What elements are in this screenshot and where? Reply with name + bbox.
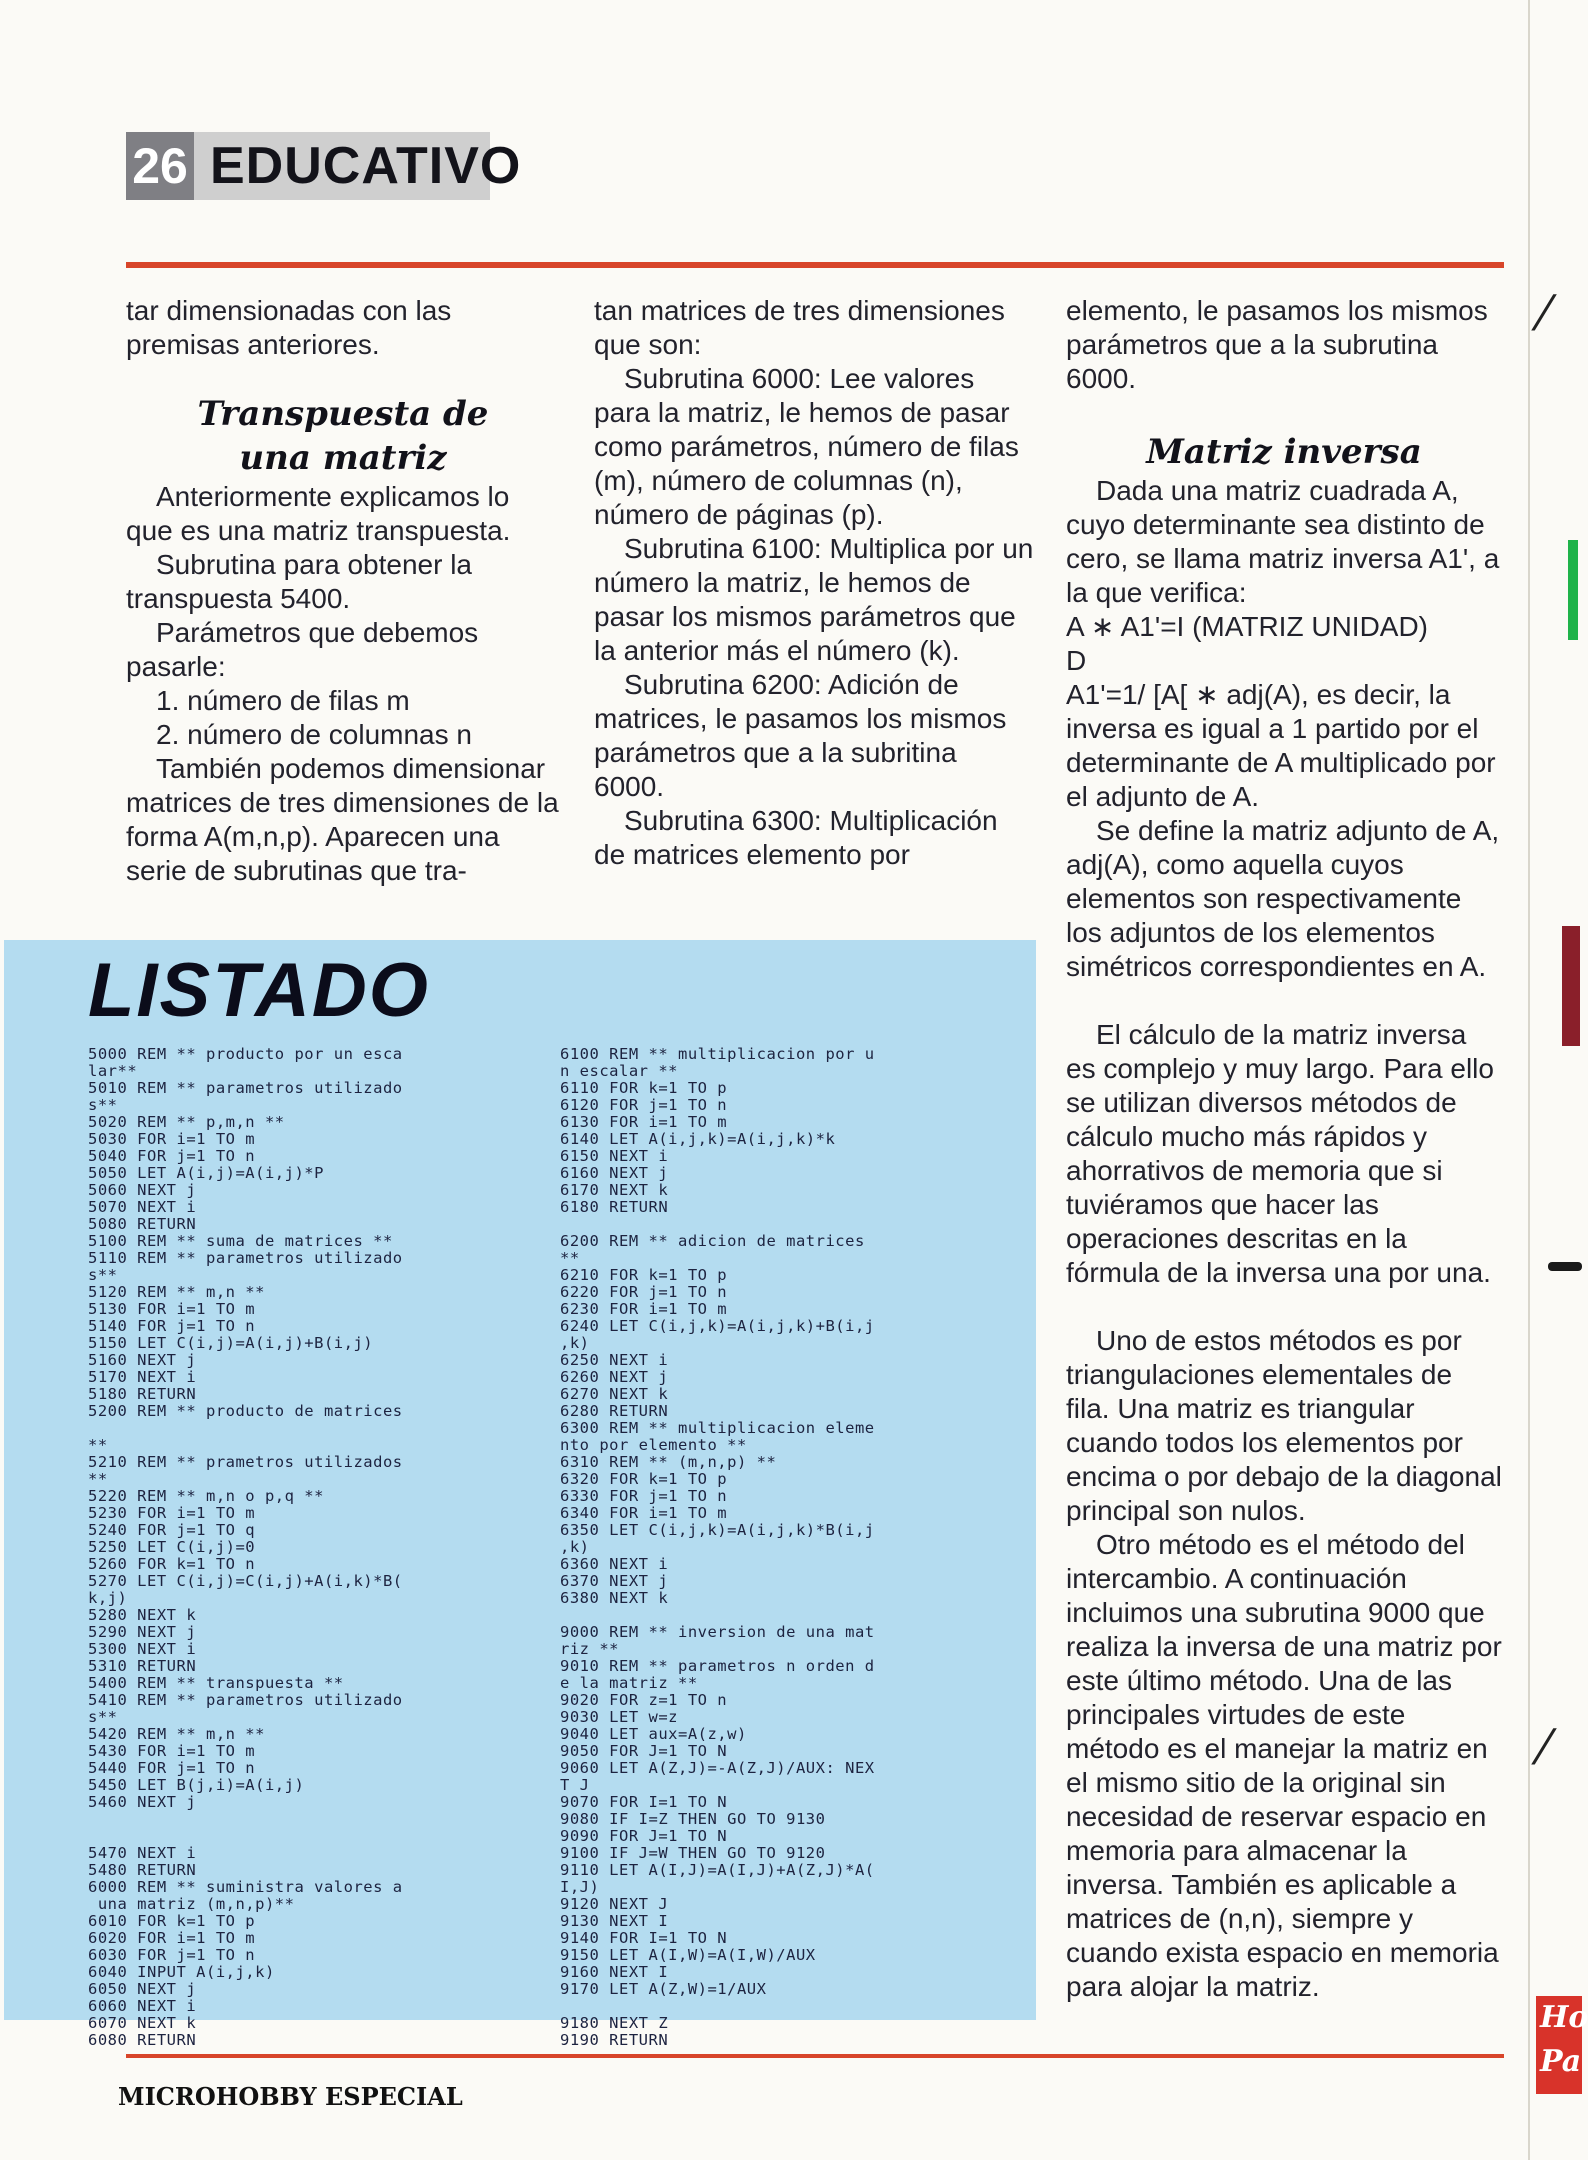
decorative-dash [1548, 1262, 1582, 1271]
decorative-glyph-icon: ⁄ [1540, 286, 1549, 342]
paragraph: Subrutina para obtener la transpuesta 5400. [126, 549, 472, 614]
formula-symbol: D [1066, 645, 1087, 676]
decorative-red-bar [1562, 926, 1580, 1046]
paragraph: A1'=1/ [A[ ∗ adj(A), es decir, la inversa es igual a 1 partido por el determinante de A multiplicado por el adjunto de A. [1066, 679, 1496, 812]
paragraph: Uno de estos métodos es por triangulaciones elementales de fila. Una matriz es triangular cuando todos los elementos por encima o por debajo de la diagonal principal son nulos. [1066, 1325, 1502, 1526]
top-divider [126, 262, 1504, 268]
text-column-2 [594, 294, 1034, 872]
footer-magazine-name: MICROHOBBY ESPECIAL [118, 2082, 463, 2111]
paragraph: El cálculo de la matriz inversa es complejo y muy largo. Para ello se utilizan diversos métodos de cálculo mucho más rápidos y ahorrativos de memoria que si tuviéramos que hacer las operaciones descritas en la fórmula de la inversa una por una. [1066, 1019, 1494, 1288]
listing-title: LISTADO [88, 948, 430, 1033]
list-item: 1. número de filas m [156, 685, 410, 716]
code-listing-left: 5000 REM ** producto por un esca lar** 5010 REM ** parametros utilizado s** 5020 REM ** p,m,n ** 5030 FOR i=1 TO m 5040 FOR j=1 TO n 5050 LET A(i,j)=A(i,j)*P 5060 NEXT j 5070 NEXT i 5080 RETURN 5100 REM ** suma de matrices ** 5110 REM ** parametros utilizado s** 5120 REM ** m,n ** 5130 FOR i=1 TO m 5140 FOR j=1 TO n 5150 LET C(i,j)=A(i,j)+B(i,j) 5160 NEXT j 5170 NEXT i 5180 RETURN 5200 REM ** producto de matrices ** 5210 REM ** prametros utilizados ** 5220 REM ** m,n o p,q ** 5230 FOR i=1 TO m 5240 FOR j=1 TO q 5250 LET C(i,j)=0 5260 FOR k=1 TO n 5270 LET C(i,j)=C(i,j)+A(i,k)*B( k,j) 5280 NEXT k 5290 NEXT j 5300 NEXT i 5310 RETURN 5400 REM ** transpuesta ** 5410 REM ** parametros utilizado s** 5420 REM ** m,n ** 5430 FOR i=1 TO m 5440 FOR j=1 TO n 5450 LET B(j,i)=A(i,j) 5460 NEXT j 5470 NEXT i 5480 RETURN 6000 REM ** suministra valores a una matriz (m,n,p)** 6010 FOR k=1 TO p 6020 FOR i=1 TO m 6030 FOR j=1 TO n 6040 INPUT A(i,j,k) 6050 NEXT j 6060 NEXT i 6070 NEXT k 6080 RETURN [88, 1045, 403, 2049]
paragraph: Subrutina 6100: Multiplica por un número la matriz, le hemos de pasar los mismos parámetros que la anterior más el número (k). [594, 533, 1034, 666]
paragraph: Anteriormente explicamos lo que es una matriz transpuesta. [126, 481, 511, 546]
decorative-glyph-icon: ⁄ [1540, 1720, 1549, 1776]
paragraph: Subrutina 6000: Lee valores para la matriz, le hemos de pasar como parámetros, número de filas (m), número de columnas (n), número de páginas (p). [594, 363, 1019, 530]
paragraph: tar dimensionadas con las premisas anteriores. [126, 295, 452, 360]
edge-badge: Ho Pa [1536, 1996, 1582, 2094]
paragraph: Parámetros que debemos pasarle: [126, 617, 479, 682]
decorative-green-bar [1568, 540, 1578, 640]
paragraph: Otro método es el método del intercambio. A continuación incluimos una subrutina 9000 que realiza la inversa de una matriz por este último método. Una de las principales virtudes de este método es el manejar la matriz en el mismo sitio de la original sin necesidad de reservar espacio en memoria para almacenar la inversa. También es aplicable a matrices de (n,n), siempre y cuando exista espacio en memoria para alojar la matriz. [1066, 1529, 1502, 2002]
text-column-1 [126, 294, 560, 888]
formula: A ∗ A1'=I (MATRIZ UNIDAD) [1066, 611, 1429, 642]
list-item: 2. número de columnas n [156, 719, 472, 750]
paragraph: También podemos dimensionar matrices de tres dimensiones de la forma A(m,n,p). Aparecen una serie de subrutinas que tra- [126, 753, 559, 886]
paragraph: Subrutina 6300: Multiplicación de matrices elemento por [594, 805, 998, 870]
paragraph: tan matrices de tres dimensiones que son: [594, 295, 1005, 360]
paragraph: elemento, le pasamos los mismos parámetros que a la subrutina 6000. [1066, 295, 1488, 394]
page-gutter [1528, 0, 1530, 2160]
text-column-3 [1066, 294, 1502, 2004]
code-listing-right: 6100 REM ** multiplicacion por u n escalar ** 6110 FOR k=1 TO p 6120 FOR j=1 TO n 6130 FOR i=1 TO m 6140 LET A(i,j,k)=A(i,j,k)*k 6150 NEXT i 6160 NEXT j 6170 NEXT k 6180 RETURN 6200 REM ** adicion de matrices ** 6210 FOR k=1 TO p 6220 FOR j=1 TO n 6230 FOR i=1 TO m 6240 LET C(i,j,k)=A(i,j,k)+B(i,j ,k) 6250 NEXT i 6260 NEXT j 6270 NEXT k 6280 RETURN 6300 REM ** multiplicacion eleme nto por elemento ** 6310 REM ** (m,n,p) ** 6320 FOR k=1 TO p 6330 FOR j=1 TO n 6340 FOR i=1 TO m 6350 LET C(i,j,k)=A(i,j,k)*B(i,j ,k) 6360 NEXT i 6370 NEXT j 6380 NEXT k 9000 REM ** inversion de una mat riz ** 9010 REM ** parametros n orden d e la matriz ** 9020 FOR z=1 TO n 9030 LET w=z 9040 LET aux=A(z,w) 9050 FOR J=1 TO N 9060 LET A(Z,J)=-A(Z,J)/AUX: NEX T J 9070 FOR I=1 TO N 9080 IF I=Z THEN GO TO 9130 9090 FOR J=1 TO N 9100 IF J=W THEN GO TO 9120 9110 LET A(I,J)=A(I,J)+A(Z,J)*A( I,J) 9120 NEXT J 9130 NEXT I 9140 FOR I=1 TO N 9150 LET A(I,W)=A(I,W)/AUX 9160 NEXT I 9170 LET A(Z,W)=1/AUX 9180 NEXT Z 9190 RETURN [560, 1045, 875, 2049]
bottom-divider [126, 2054, 1504, 2058]
heading-matriz-inversa: Matriz inversa [1146, 432, 1422, 472]
page-number: 26 [126, 132, 194, 200]
section-title: EDUCATIVO [194, 132, 490, 200]
paragraph: Subrutina 6200: Adición de matrices, le pasamos los mismos parámetros que a la subritina 6000. [594, 669, 1007, 802]
paragraph: Se define la matriz adjunto de A, adj(A), como aquella cuyos elementos son respectivamente los adjuntos de los elementos simétricos correspondientes en A. [1066, 815, 1500, 982]
paragraph: Dada una matriz cuadrada A, cuyo determinante sea distinto de cero, se llama matriz inversa A1', a la que verifica: [1066, 475, 1500, 608]
heading-transpuesta: Transpuesta de una matriz [197, 394, 489, 478]
